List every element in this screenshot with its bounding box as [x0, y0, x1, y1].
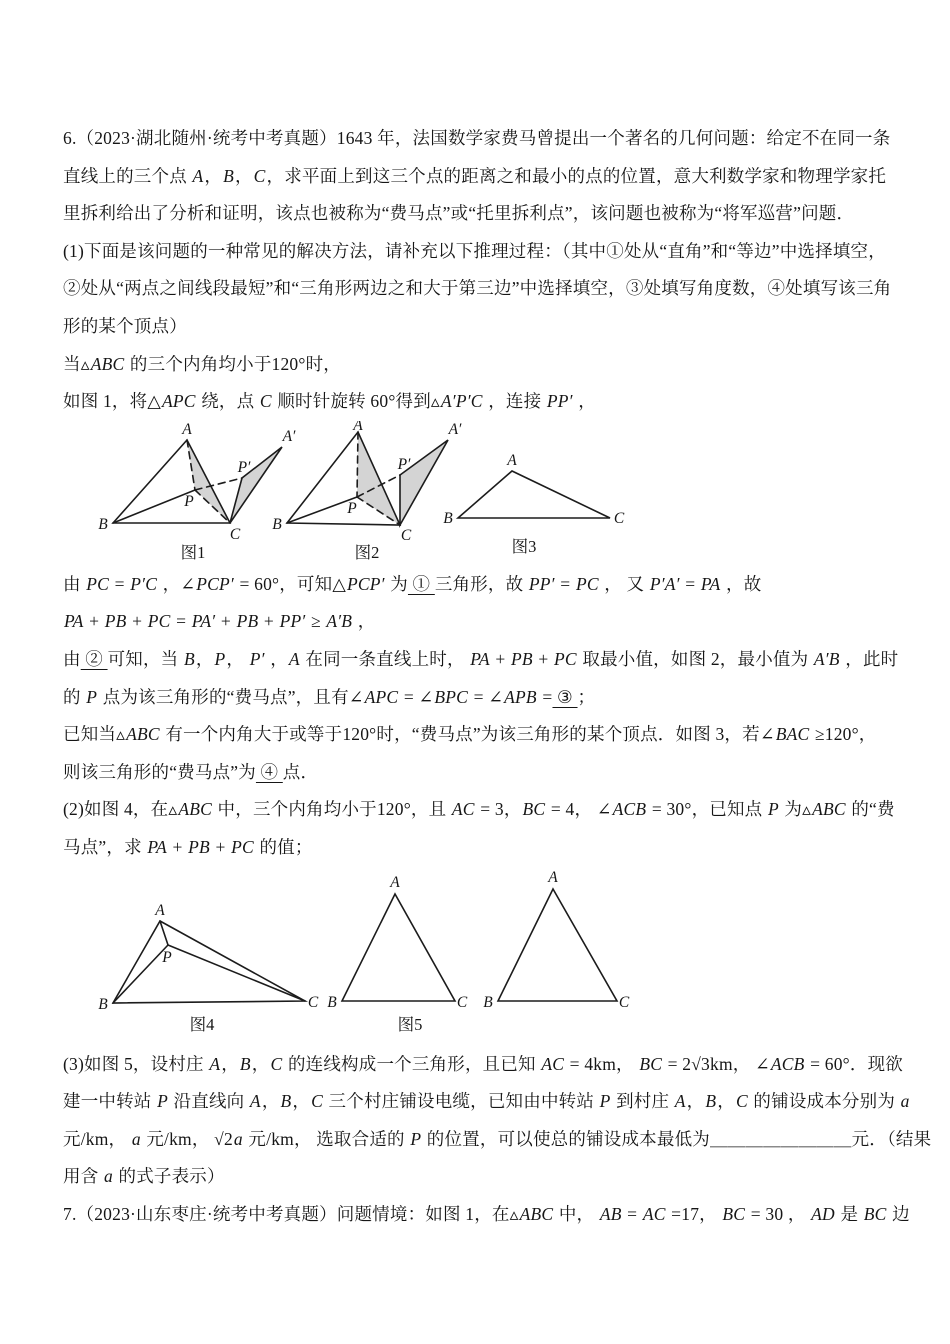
fig6-label-C: C — [618, 993, 630, 1011]
fig5-label-B: B — [327, 993, 337, 1011]
text-line: (2)如图 4，在▵ABC 中，三个内角均小于120°，且 AC = 3，BC = 4， ∠ACB = 30°，已知点 P 为▵ABC 的“费 — [63, 799, 895, 820]
figure-2 — [272, 421, 462, 562]
text-line: 用含 a 的式子表示） — [63, 1166, 225, 1187]
fig6-label-B: B — [483, 993, 493, 1011]
fig2-label-A: A — [353, 420, 363, 434]
fig6-label-A: A — [548, 868, 558, 886]
fig5-label-A: A — [390, 873, 400, 891]
fig3-label-A: A — [507, 451, 517, 469]
fig1-label-A: A — [182, 420, 192, 438]
fig4-label-C: C — [307, 993, 319, 1011]
fig4-caption: 图4 — [189, 1014, 215, 1034]
fig5-caption: 图5 — [397, 1014, 423, 1034]
fig2-label-C: C — [400, 526, 412, 544]
text-line: ②处从“两点之间线段最短”和“三角形两边之和大于第三边”中选择填空，③处填写角度数，④处填写该三角 — [63, 278, 892, 299]
fig1-triangle-abc — [113, 440, 230, 523]
fig3-label-B: B — [443, 509, 453, 527]
text-line: (1)下面是该问题的一种常见的解决方法，请补充以下推理过程：（其中①处从“直角”和“等边”中选择填空， — [63, 240, 886, 261]
figures-1-2-3 — [63, 421, 887, 566]
text-line: 的 P 点为该三角形的“费马点”，且有∠APC = ∠BPC = ∠APB = ③ ； — [63, 686, 596, 707]
fig2-label-P: P — [347, 499, 357, 517]
fig1-label-B: B — [98, 515, 108, 533]
text-line: 已知当▵ABC 有一个内角大于或等于120°时，“费马点”为该三角形的某个顶点．如图 3，若∠BAC ≥120°， — [63, 724, 877, 745]
fig5-triangle-abc — [342, 894, 455, 1001]
text-line: 由 ② 可知，当 B，P， P′ ，A 在同一条直线上时， PA + PB + PC 取最小值，如图 2，最小值为 A′B ，此时 — [63, 648, 899, 669]
text-line: 形的某个顶点） — [63, 315, 187, 336]
figure-1 — [98, 421, 296, 562]
fig4-label-P: P — [162, 948, 172, 966]
fig5-label-C: C — [456, 993, 468, 1011]
figures-4-5-6 — [63, 867, 887, 1046]
fig1-caption: 图1 — [180, 542, 206, 562]
fig2-caption: 图2 — [354, 542, 380, 562]
text-line: 则该三角形的“费马点”为 ④ 点． — [63, 761, 319, 782]
fig1-label-P: P — [184, 492, 194, 510]
text-line: 7.（2023·山东枣庄·统考中考真题）问题情境：如图 1，在▵ABC 中， AB = AC =17， BC = 30 ， AD 是 BC 边 — [63, 1203, 910, 1224]
text-line: PA + PB + PC = PA′ + PB + PP′ ≥ A′B ， — [64, 611, 376, 632]
fig4-segment-pc — [168, 945, 305, 1001]
fig3-caption: 图3 — [511, 536, 537, 556]
text-block-problem6-derivation — [63, 566, 899, 867]
text-line: 6.（2023·湖北随州·统考中考真题）1643 年，法国数学家费马曾提出一个著名的几何问题：给定不在同一条 — [63, 128, 891, 148]
text-block-problem6-intro — [63, 120, 892, 421]
figure-5 — [327, 874, 468, 1034]
text-line: 里拆利给出了分析和证明，该点也被称为“费马点”或“托里拆利点”，该问题也被称为“将军巡营”问题． — [63, 203, 855, 224]
fig1-label-P-prime: P′ — [237, 458, 251, 476]
text-line: 建一中转站 P 沿直线向 A，B，C 三个村庄铺设电缆，已知由中转站 P 到村庄 A，B，C 的铺设成本分别为 a — [63, 1091, 910, 1112]
figure-row-1 — [63, 421, 887, 566]
text-line: 元/km， a 元/km， √2a 元/km， 选取合适的 P 的位置，可以使总的铺设成本最低为＿＿＿＿＿＿＿＿元．（结果 — [63, 1128, 932, 1149]
fig1-label-C: C — [229, 525, 241, 543]
text-line: (3)如图 5，设村庄 A，B，C 的连线构成一个三角形，且已知 AC = 4km， BC = 2√3km， ∠ACB = 60°．现欲 — [63, 1053, 903, 1074]
fig1-segment-bp — [113, 490, 195, 523]
text-line: 如图 1，将△APC 绕，点 C 顺时针旋转 60°得到▵A′P′C ，连接 PP′ ， — [63, 391, 596, 412]
text-line: 由 PC = P′C ，∠PCP′ = 60°，可知△PCP′ 为 ① 三角形，故 PP′ = PC ， 又 P′A′ = PA ，故 — [63, 573, 762, 594]
fig6-triangle-abc — [498, 889, 617, 1001]
fig1-label-A-prime: A′ — [282, 427, 296, 445]
text-block-problem6-part3 — [63, 1046, 932, 1234]
figure-6 — [483, 869, 630, 1011]
fig4-label-A: A — [155, 901, 165, 919]
fig4-label-B: B — [98, 995, 108, 1013]
document-content — [63, 120, 932, 1233]
fig3-triangle-abc — [458, 471, 610, 518]
fig2-label-P-prime: P′ — [397, 455, 411, 473]
figure-row-2 — [63, 867, 887, 1046]
text-line: 马点”，求 PA + PB + PC 的值； — [63, 836, 313, 857]
fig2-label-A-prime: A′ — [448, 420, 462, 438]
fig2-label-B: B — [272, 515, 282, 533]
figure-4 — [98, 902, 319, 1034]
text-line: 当▵ABC 的三个内角均小于120°时， — [63, 353, 341, 374]
text-line: 直线上的三个点 A，B，C，求平面上到这三个点的距离之和最小的点的位置，意大利数学家和物理学家托 — [63, 165, 887, 186]
fig3-label-C: C — [613, 509, 625, 527]
figure-3 — [443, 452, 625, 556]
